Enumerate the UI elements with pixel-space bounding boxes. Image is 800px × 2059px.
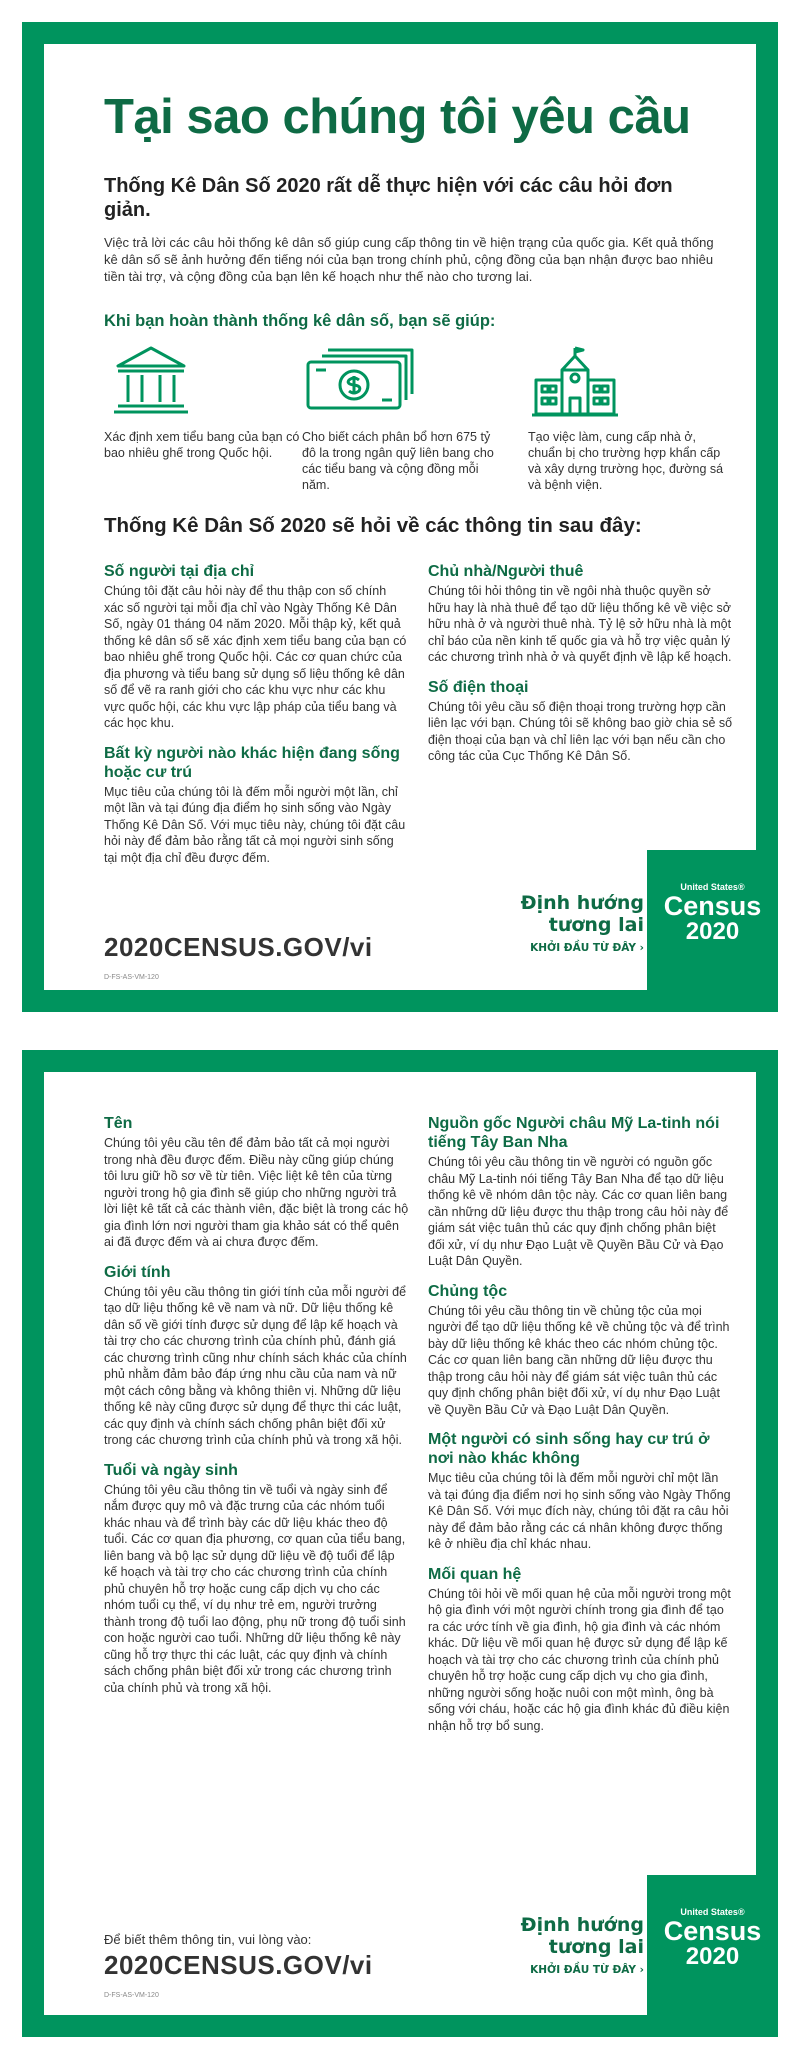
census-2020-logo: [647, 1875, 778, 2015]
topic-title: Một người có sinh sống hay cư trú ở nơi nào khác không: [428, 1431, 710, 1467]
topic-title: Bất kỳ người nào khác hiện đang sống hoặc cư trú: [104, 744, 400, 781]
topic-hispanic-origin: [428, 1114, 733, 1270]
page-subtitle: Thống Kê Dân Số 2020 rất dễ thực hiện với các câu hỏi đơn giản.: [104, 175, 673, 221]
school-building-icon: [528, 344, 623, 419]
document-code: D-FS-AS-VM-120: [104, 1992, 159, 1999]
page-2-card: [44, 1072, 762, 2015]
census-url-link[interactable]: 2020CENSUS.GOV/vi: [104, 1950, 373, 1980]
topic-text: Chúng tôi yêu cầu số điện thoại trong trường hợp cần liên lạc với bạn. Chúng tôi sẽ không bao giờ chia sẻ số điện thoại của bạn và chỉ liên lạc với bạn nếu cần cho công tác của Cục Thống Kê Dân Số.: [428, 699, 733, 763]
logo-year: 2020: [685, 1943, 740, 1970]
census-url-link[interactable]: 2020CENSUS.GOV/vi: [104, 932, 373, 962]
topic-lives-elsewhere: [428, 1430, 733, 1553]
logo-census: Census: [663, 891, 762, 921]
topics-left-column: [104, 1114, 409, 1708]
census-2020-logo: [647, 850, 778, 990]
topic-title: Nguồn gốc Người châu Mỹ La-tinh nói tiếng Tây Ban Nha: [428, 1115, 720, 1151]
topic-text: Chúng tôi yêu cầu thông tin về chủng tộc của mọi người để tạo dữ liệu thống kê về chủng tộc và để trình bày dữ liệu thống kê khác theo các nhóm chủng tộc. Các cơ quan liên bang cần những dữ liệu được thu thập trong câu hỏi này để giám sát việc tuân thủ các quy định chống phân biệt đối xử, ví dụ như Đạo Luật về Quyền Bầu Cử và Đạo Luật Dân Quyền.: [428, 1303, 730, 1417]
topics-right-column: [428, 562, 733, 777]
start-here-link[interactable]: KHỞI ĐẦU TỪ ĐÂY ›: [530, 1964, 644, 1976]
topic-owner-renter: [428, 562, 733, 666]
topic-text: Chúng tôi yêu cầu tên để đảm bảo tất cả mọi người trong nhà đều được đếm. Điều này cũng giúp chúng tôi lưu giữ hồ sơ về từ tiên. Việc liệt kê tên của từng người trong hộ gia đình sẽ giúp cho những người trả lời liệt kê tất cả các thành viên, đặc biệt là trong các hộ gia đình lớn nơi người tham gia khảo sát có thể quên ai đã được đếm và ai chưa được đếm.: [104, 1136, 409, 1249]
topic-title: Chủ nhà/Người thuê: [428, 563, 584, 580]
topic-relationship: [428, 1565, 733, 1735]
logo-registered-mark: ®: [737, 882, 745, 892]
chevron-right-icon: ›: [639, 1964, 644, 1976]
topic-name: [104, 1114, 409, 1251]
help-heading: Khi bạn hoàn thành thống kê dân số, bạn sẽ giúp:: [104, 312, 496, 330]
tagline-line-1: Định hướng: [520, 1914, 644, 1936]
topics-left-column: [104, 562, 409, 878]
intro-paragraph: Việc trả lời các câu hỏi thống kê dân số giúp cung cấp thông tin về hiện trạng của quốc gia. Kết quả thống kê dân số sẽ ảnh hưởng đến tiếng nói của bạn trong chính phủ, cộng đồng của bạn nhận được bao nhiêu tiền tài trợ, và cộng đồng của bạn lên kế hoạch như thế nào cho tương lai.: [104, 235, 714, 284]
page-2-frame: [22, 1050, 778, 2037]
topics-right-column: [428, 1114, 733, 1746]
document-code: D-FS-AS-VM-120: [104, 974, 159, 981]
benefit-text: Tạo việc làm, cung cấp nhà ở, chuẩn bị cho trường hợp khẩn cấp và xây dựng trường học, đường sá và bệnh viện.: [528, 430, 724, 492]
topic-sex: [104, 1263, 409, 1449]
topic-text: Chúng tôi yêu cầu thông tin về người có nguồn gốc châu Mỹ La-tinh nói tiếng Tây Ban Nha để tạo dữ liệu thống kê về nhóm dân tộc này. Các cơ quan liên bang cần những dữ liệu được thu thập trong câu hỏi này để giám sát việc tuân thủ các quy định chống phân biệt đối xử, ví dụ như Đạo Luật về Quyền Bầu Cử và Đạo Luật Dân Quyền.: [428, 1155, 729, 1268]
logo-year: 2020: [685, 918, 740, 945]
start-here-link[interactable]: KHỞI ĐẦU TỪ ĐÂY ›: [530, 942, 644, 954]
topic-text: Chúng tôi yêu cầu thông tin giới tính của mỗi người để tạo dữ liệu thống kê về nam và nữ. Dữ liệu thống kê dân số về giới tính được sử dụng để lập kế hoạch và tài trợ cho các chương trình của chính phủ, đánh giá các chương trình cũng như chính sách khác của chính phủ nhằm đảm bảo đáp ứng nhu cầu của nam và nữ một cách công bằng và không thiên vị. Những dữ liệu thống kê này cũng được sử dụng để thực thi các luật, các quy định và chính sách chống phân biệt đối xử trong các chương trình của chính phủ và trong xã hội.: [104, 1284, 407, 1447]
chevron-right-icon: ›: [639, 942, 644, 954]
topic-text: Chúng tôi đặt câu hỏi này để thu thập con số chính xác số người tại mỗi địa chỉ vào Ngày Thống Kê Dân Số, ngày 01 tháng 04 năm 2020. Mỗi thập kỷ, kết quả thống kê dân số sẽ xác định xem tiểu bang của bạn có bao nhiêu ghế trong Quốc hội. Các cơ quan chức của địa phương và tiểu bang sử dụng số liệu thống kê dân số để vẽ ra ranh giới cho các khu vực như các khu vực quốc hội, các khu vực lập pháp của tiểu bang và các học khu.: [104, 584, 407, 730]
topic-text: Mục tiêu của chúng tôi là đếm mỗi người chỉ một lần và tại đúng địa điểm nơi họ sinh sống vào Ngày Thống Kê Dân Số. Với mục đích này, chúng tôi đặt ra câu hỏi này để đảm bảo rằng các cá nhân không được thống kê ở nhiều địa chỉ khác nhau.: [428, 1471, 731, 1551]
topic-phone-number: [428, 678, 733, 765]
benefit-text: Xác định xem tiểu bang của bạn có bao nhiêu ghế trong Quốc hội.: [104, 430, 300, 460]
questions-heading: Thống Kê Dân Số 2020 sẽ hỏi về các thông tin sau đây:: [104, 514, 642, 537]
topic-title: Số người tại địa chỉ: [104, 563, 255, 580]
benefit-federal-funds: [302, 344, 502, 493]
benefit-congress-seats: [104, 344, 304, 461]
logo-census: Census: [663, 1916, 762, 1946]
benefit-text: Cho biết cách phân bổ hơn 675 tỷ đô la trong ngân quỹ liên bang cho các tiểu bang và cộng đồng mỗi năm.: [302, 430, 494, 492]
money-bills-icon: [302, 344, 422, 419]
topic-title: Giới tính: [104, 1263, 171, 1281]
topic-text: Chúng tôi yêu cầu thông tin về tuổi và ngày sinh để nắm được quy mô và đặc trưng của các nhóm tuổi khác nhau và để trình bày các dữ liệu khác theo độ tuổi. Các cơ quan địa phương, cơ quan của tiểu bang, liên bang và bộ lạc sử dụng dữ liệu về độ tuổi để lập kế hoạch và tài trợ cho các chương trình của chính phủ chuyên hỗ trợ hoặc cung cấp dịch vụ cho các nhóm tuổi cụ thể, ví dụ như trẻ em, người trưởng thành trong độ tuổi lao động, phụ nữ trong độ tuổi sinh con hoặc người cao tuổi. Những dữ liệu thống kê này cũng hỗ trợ thực thi các luật, các quy định và chính sách chống phân biệt đối xử trong các chương trình của chính phủ và trong xã hội.: [104, 1482, 406, 1695]
topic-text: Chúng tôi hỏi về mối quan hệ của mỗi người trong một hộ gia đình với một người chính trong gia đình để tạo ra các ước tính về gia đình, hộ gia đình và các nhóm khác. Dữ liệu về mối quan hệ được sử dụng để lập kế hoạch và tài trợ cho các chương trình của chính phủ chuyên hỗ trợ hoặc cung cấp dịch vụ cho gia đình, những người sống hoặc nuôi con một mình, ông bà sống với cháu, hoặc các hộ gia đình khác đủ điều kiện nhận hỗ trợ bổ sung.: [428, 1586, 731, 1733]
benefit-jobs-housing: [528, 344, 728, 493]
page-title: Tại sao chúng tôi yêu cầu: [104, 90, 691, 144]
topic-title: Tuổi và ngày sinh: [104, 1461, 238, 1479]
topic-age-birthdate: [104, 1461, 409, 1697]
tagline: [504, 1914, 644, 1976]
tagline-line-2: tương lai: [548, 914, 644, 936]
tagline-line-2: tương lai: [548, 1936, 644, 1958]
logo-united-states: United States: [680, 882, 738, 892]
topic-text: Mục tiêu của chúng tôi là đếm mỗi người một lần, chỉ một lần và tại đúng địa điểm họ sinh sống vào Ngày Thống Kê Dân Số. Với mục tiêu này, chúng tôi đặt câu hỏi này để đảm bảo rằng tất cả mọi người sinh sống tại một địa chỉ đều được đếm.: [104, 784, 406, 865]
page-1-frame: [22, 22, 778, 1012]
tagline: [504, 892, 644, 954]
topic-title: Mối quan hệ: [428, 1565, 522, 1583]
tagline-line-1: Định hướng: [520, 892, 644, 914]
topic-anyone-else-living: [104, 744, 409, 867]
government-building-icon: [104, 344, 199, 419]
topic-people-at-address: [104, 562, 409, 732]
more-info-label: Để biết thêm thông tin, vui lòng vào:: [104, 1932, 312, 1947]
topic-title: Chủng tộc: [428, 1282, 508, 1300]
logo-united-states: United States: [680, 1907, 738, 1917]
logo-registered-mark: ®: [737, 1907, 745, 1917]
topic-title: Số điện thoại: [428, 678, 529, 696]
topic-text: Chúng tôi hỏi thông tin về ngôi nhà thuộc quyền sở hữu hay là nhà thuê để tạo dữ liệu thống kê về việc sở hữu nhà ở và người thuê nhà. Tỷ lệ sở hữu nhà là một chỉ báo của nền kinh tế quốc gia và hỗ trợ việc quản lý các chương trình nhà ở và quyết định về lập kế hoạch.: [428, 584, 732, 664]
topic-race: [428, 1282, 733, 1419]
topic-title: Tên: [104, 1115, 133, 1132]
page-1-card: [44, 44, 762, 990]
